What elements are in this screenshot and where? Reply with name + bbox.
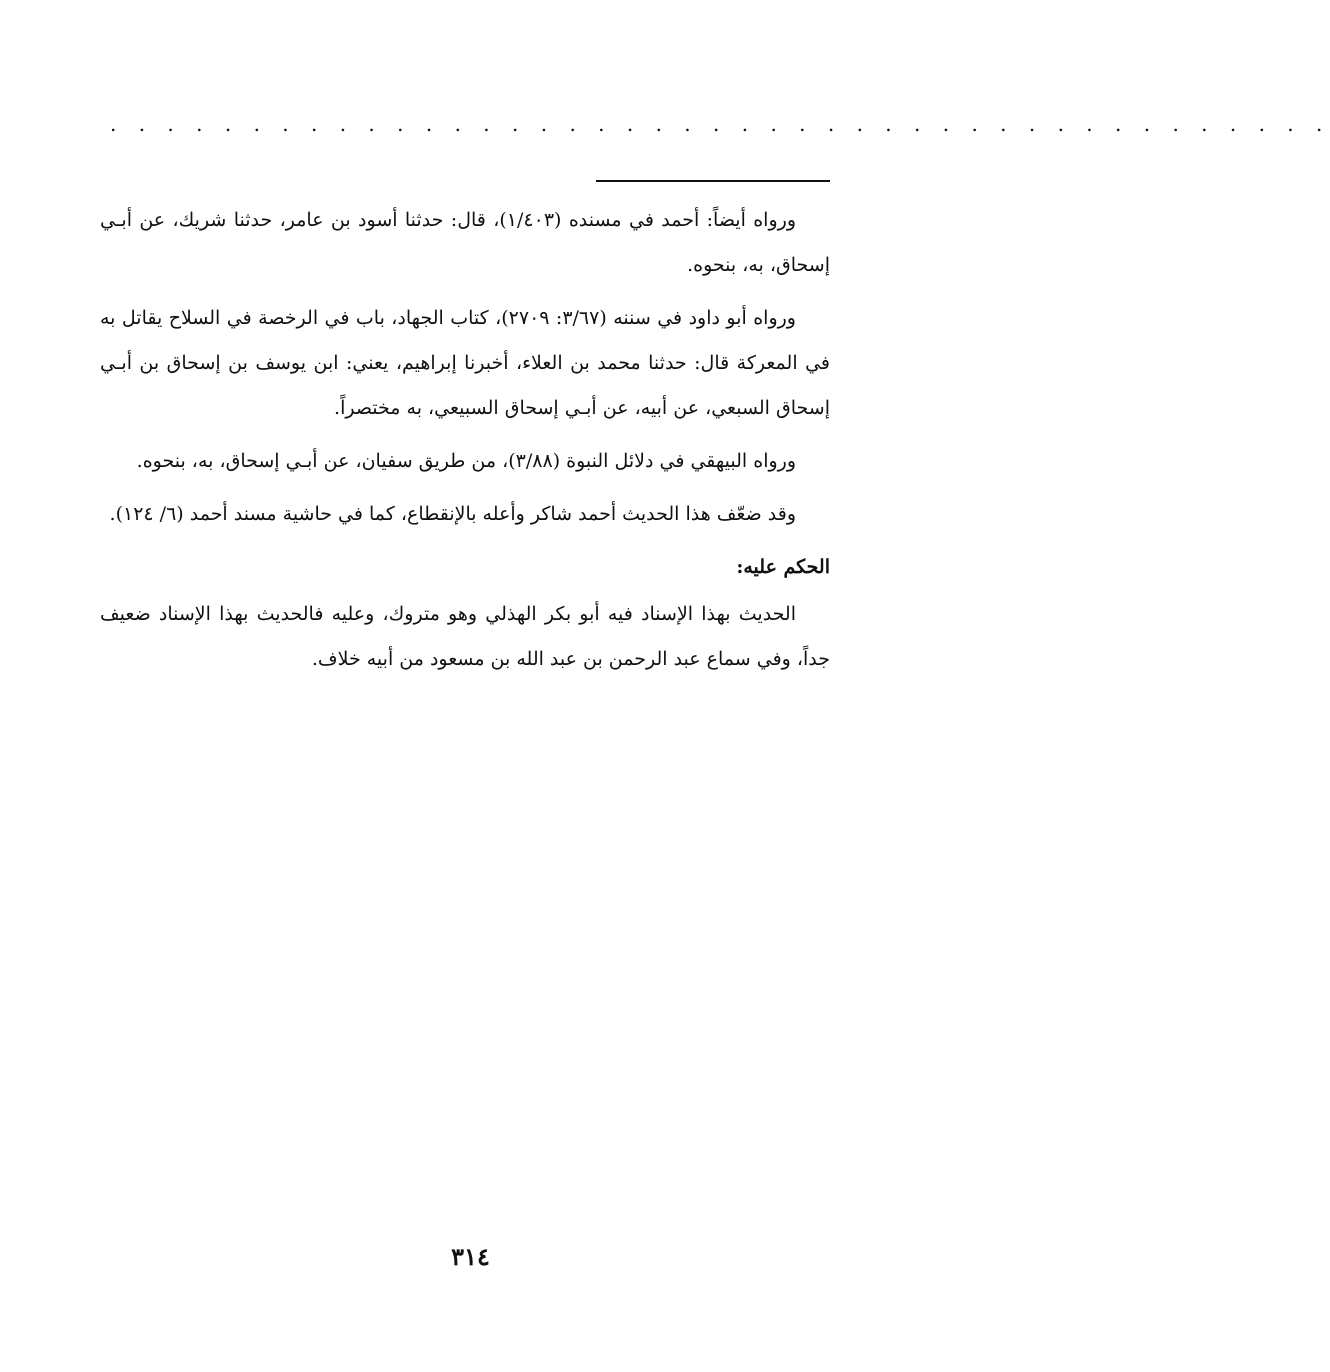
paragraph-shakir: وقد ضعّف هذا الحديث أحمد شاكر وأعله بالإنقطاع، كما في حاشية مسند أحمد (٦/ ١٢٤). (109, 503, 796, 525)
paragraph-bayhaqi: ورواه البيهقي في دلائل النبوة (٣/٨٨)، من طريق سفيان، عن أبـي إسحاق، به، بنحوه. (136, 450, 796, 472)
section-rule (596, 180, 830, 182)
page-body (100, 198, 830, 690)
separator-dots: . . . . . . . . . . . . . . . . . . . . . . . . . . . . . . . . . . . . . . . . . . . (110, 112, 1330, 136)
page-number: ٣١٤ (451, 1242, 490, 1271)
ruling-text: الحديث بهذا الإسناد فيه أبو بكر الهذلي وهو متروك، وعليه فالحديث بهذا الإسناد ضعيف جداً، وفي سماع عبد الرحمن بن عبد الله بن مسعود من أبيه خلاف. (100, 603, 830, 670)
paragraph-abu-dawud: ورواه أبو داود في سننه (٣/٦٧: ٢٧٠٩)، كتاب الجهاد، باب في الرخصة في السلاح يقاتل به في المعركة قال: حدثنا محمد بن العلاء، أخبرنا إبراهيم، يعني: ابن يوسف بن إسحاق بن أبـي إسحاق السبعي، عن أبيه، عن أبـي إسحاق السبيعي، به مختصراً. (100, 307, 830, 419)
paragraph-ahmad-musnad: ورواه أيضاً: أحمد في مسنده (١/٤٠٣)، قال: حدثنا أسود بن عامر، حدثنا شريك، عن أبـي إسحاق، به، بنحوه. (100, 209, 830, 276)
ruling-heading: الحكم عليه: (736, 556, 830, 578)
